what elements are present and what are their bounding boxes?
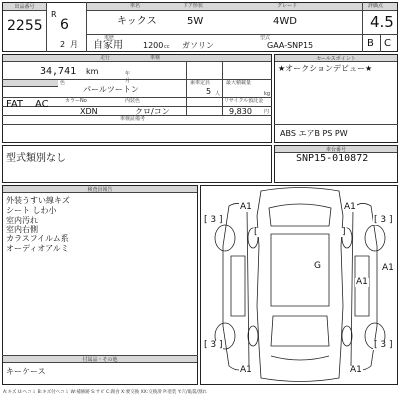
lot-label: 出品番号 [3,3,46,11]
damage-mark: G [314,261,321,271]
damage-mark: [ 3 ] [204,215,223,225]
car-diagram-section [200,185,398,385]
damage-mark: A1 [382,263,394,273]
year-era: R [51,10,57,19]
interior-color-value: クロ/コン [135,107,170,116]
month-unit: 月 [70,40,78,49]
accessories-value: キーケース [6,367,46,376]
inspection-month: 月 [125,78,131,84]
damage-mark: A1 [350,365,362,375]
door-type: 5W [187,16,204,27]
year-value: 6 [60,17,69,33]
specs-header [3,55,271,62]
capacity-label: 乗車定員 [190,80,211,86]
model-label: 型式 [260,35,271,41]
fuel-type: ガソリン [182,41,214,50]
recycle-value: 9,830 [229,107,252,116]
damage-mark: A1 [344,202,356,212]
score-label: 評価点 [368,3,384,9]
footer-legend: A:キズ U:ヘコミ B:キズ付ヘコミ W:補修跡 S:サビ C:腐食 X:要交換 XX:交換済 P:塗装 Y:穴/亀裂/割れ [3,390,208,395]
inspector-label: 検査員報告 [3,186,197,193]
exterior-grade: C [384,38,391,49]
car-outline [201,186,399,386]
car-name-label: 車名 [130,3,141,9]
interior-color-label: 内装色 [125,98,141,104]
sales-point-text: ★オークションデビュー★ [278,64,373,73]
damage-mark: [ 3 ] [204,340,223,350]
inspector-item: オーディオアルミ [6,244,69,253]
damage-mark: ] [342,227,346,237]
month-value: 2 [60,40,66,49]
ac-value: AC [35,99,49,110]
usage-value: 自家用 [93,40,123,51]
load-label: 最大積載量 [226,80,252,86]
color-label: 色 [60,80,66,86]
load-unit: kg [264,91,271,97]
inspection-label: 車検 [150,55,161,61]
mileage-label: 走行 [100,55,111,61]
capacity-value: 5 [206,87,212,96]
color-no-value: XDN [80,107,98,116]
history-label: 車検証備考 [120,116,146,122]
chassis-label: 車台番号 [275,146,397,153]
grade-value: 4WD [273,16,297,27]
grade-label: グレード [277,3,298,9]
car-name: キックス [117,16,157,27]
sales-point-label: セールスポイント [275,55,397,62]
model-code: GAA-SNP15 [267,41,314,50]
capacity-unit: 人 [215,91,221,97]
inspector-item: 室内汚れ [6,216,38,225]
usage-label: 車歴 [104,35,115,41]
recycle-label: リサイクル預託金 [224,98,264,104]
inspection-year: 年 [125,71,131,77]
lot-number: 2255 [7,18,43,34]
damage-mark: A1 [240,365,252,375]
type-note: 型式類別なし [6,153,66,164]
mileage-value: 34,741 [40,66,77,77]
chassis-number: SNP15-010872 [296,153,369,164]
damage-mark: A1 [356,277,368,287]
damage-mark: [ 3 ] [374,215,393,225]
shift-type: FAT [6,99,24,110]
inspector-item: 外装うすい線キズ [6,196,70,205]
damage-mark: [ [254,227,258,237]
color-no-label: カラーNo [65,98,87,104]
interior-grade: B [367,38,374,49]
type-note-section [2,145,272,183]
displacement: 1200 [143,41,164,50]
equipment-value: ABS エアB PS PW [280,129,348,138]
displacement-unit: cc [164,44,170,50]
door-label: ドア形状 [183,3,203,9]
color-label-bg [3,80,58,87]
damage-mark: [ 3 ] [374,340,393,350]
inspector-item: カラスフイルム系 [6,234,69,243]
recycle-unit: 円 [264,109,270,115]
inspector-item: 室内右側 [6,225,38,234]
mileage-unit: km [86,67,99,76]
score-value: 4.5 [370,13,394,31]
accessories-label: 付属品・その他 [3,356,197,363]
color-value: パールツートン [83,85,139,94]
damage-mark: A1 [240,202,252,212]
inspector-item: シート しわ小 [6,206,57,215]
